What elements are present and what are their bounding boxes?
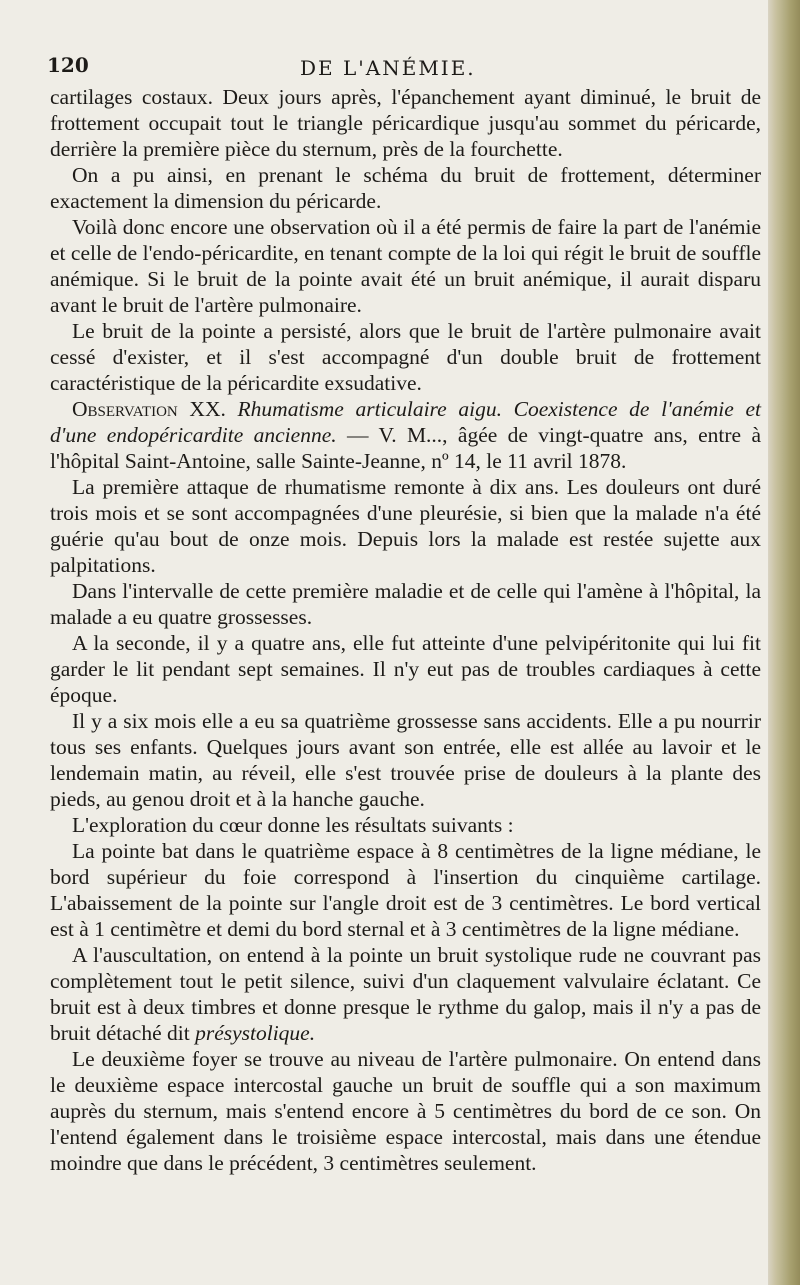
paragraph: La pointe bat dans le quatrième espace à 8 centimètres de la ligne médiane, le bord supérieur du foie correspond à l'insertion du cinquième cartilage. L'abaissement de la pointe sur l'angle droit est de 3 centimètres. Le bord vertical est à 1 centimètre et demi du bord sternal et à 3 centimètres de la ligne médiane.	[50, 839, 761, 941]
paragraph: Il y a six mois elle a eu sa quatrième grossesse sans accidents. Elle a pu nourrir tous ses enfants. Quelques jours avant son entrée, elle est allée au lavoir et le lendemain matin, au réveil, elle s'est trouvée prise de douleurs à la plante des pieds, au genou droit et à la hanche gauche.	[50, 709, 761, 811]
page-edge	[768, 0, 800, 1285]
auscultation-italic: présystolique.	[195, 1021, 316, 1045]
auscultation-paragraph	[50, 942, 761, 1046]
observation-label: Observation XX.	[72, 397, 226, 421]
paragraph: Voilà donc encore une observation où il a été permis de faire la part de l'anémie et celle de l'endo-péricardite, en tenant compte de la loi qui régit le bruit de souffle anémique. Si le bruit de la pointe avait été un bruit anémique, il aurait disparu avant le bruit de l'artère pulmonaire.	[50, 215, 761, 317]
paragraph: Le deuxième foyer se trouve au niveau de l'artère pulmonaire. On entend dans le deuxième espace intercostal gauche un bruit de souffle qui a son maximum auprès du sternum, mais s'entend encore à 5 centimètres du bord de ce son. On l'entend également dans le troisième espace intercostal, mais dans une étendue moindre que dans le précédent, 3 centimètres seulement.	[50, 1047, 761, 1175]
observation-intro: — V. M..., âgée de vingt-quatre ans, entre à l'hôpital Saint-Antoine, salle Sainte-Jeanne, nº 14, le 11 avril 1878.	[50, 423, 761, 473]
observation-heading	[50, 396, 761, 474]
paragraph: La première attaque de rhumatisme remonte à dix ans. Les douleurs ont duré trois mois et se sont accompagnées d'une pleurésie, si bien que la malade n'a été guérie qu'au bout de onze mois. Depuis lors la malade est restée sujette aux palpitations.	[50, 475, 761, 577]
paragraph: A la seconde, il y a quatre ans, elle fut atteinte d'une pelvipéritonite qui lui fit garder le lit pendant sept semaines. Il n'y eut pas de troubles cardiaques à cette époque.	[50, 631, 761, 707]
observation-title: Rhumatisme articulaire aigu. Coexistence de l'anémie et d'une endopéricardite ancienne.	[50, 397, 761, 447]
paragraph: Dans l'intervalle de cette première maladie et de celle qui l'amène à l'hôpital, la malade a eu quatre grossesses.	[50, 579, 761, 629]
page-number: 120	[47, 53, 89, 77]
paragraph: Le bruit de la pointe a persisté, alors que le bruit de l'artère pulmonaire avait cessé d'exister, et il s'est accompagné d'un double bruit de frottement caractéristique de la péricardite exsudative.	[50, 319, 761, 395]
paragraph: On a pu ainsi, en prenant le schéma du bruit de frottement, déterminer exactement la dimension du péricarde.	[50, 163, 761, 213]
body-text	[50, 84, 761, 1176]
running-head: DE L'ANÉMIE.	[300, 56, 476, 80]
paragraph: L'exploration du cœur donne les résultats suivants :	[72, 813, 514, 837]
auscultation-text: A l'auscultation, on entend à la pointe un bruit systolique rude ne couvrant pas complètement tout le petit silence, suivi d'un claquement valvulaire éclatant. Ce bruit est à deux timbres et donne presque le rythme du galop, mais il n'y a pas de bruit détaché dit	[50, 943, 761, 1045]
paragraph: cartilages costaux. Deux jours après, l'épanchement ayant diminué, le bruit de frottement occupait tout le triangle péricardique jusqu'au sommet du péricarde, derrière la première pièce du sternum, près de la fourchette.	[50, 85, 761, 161]
